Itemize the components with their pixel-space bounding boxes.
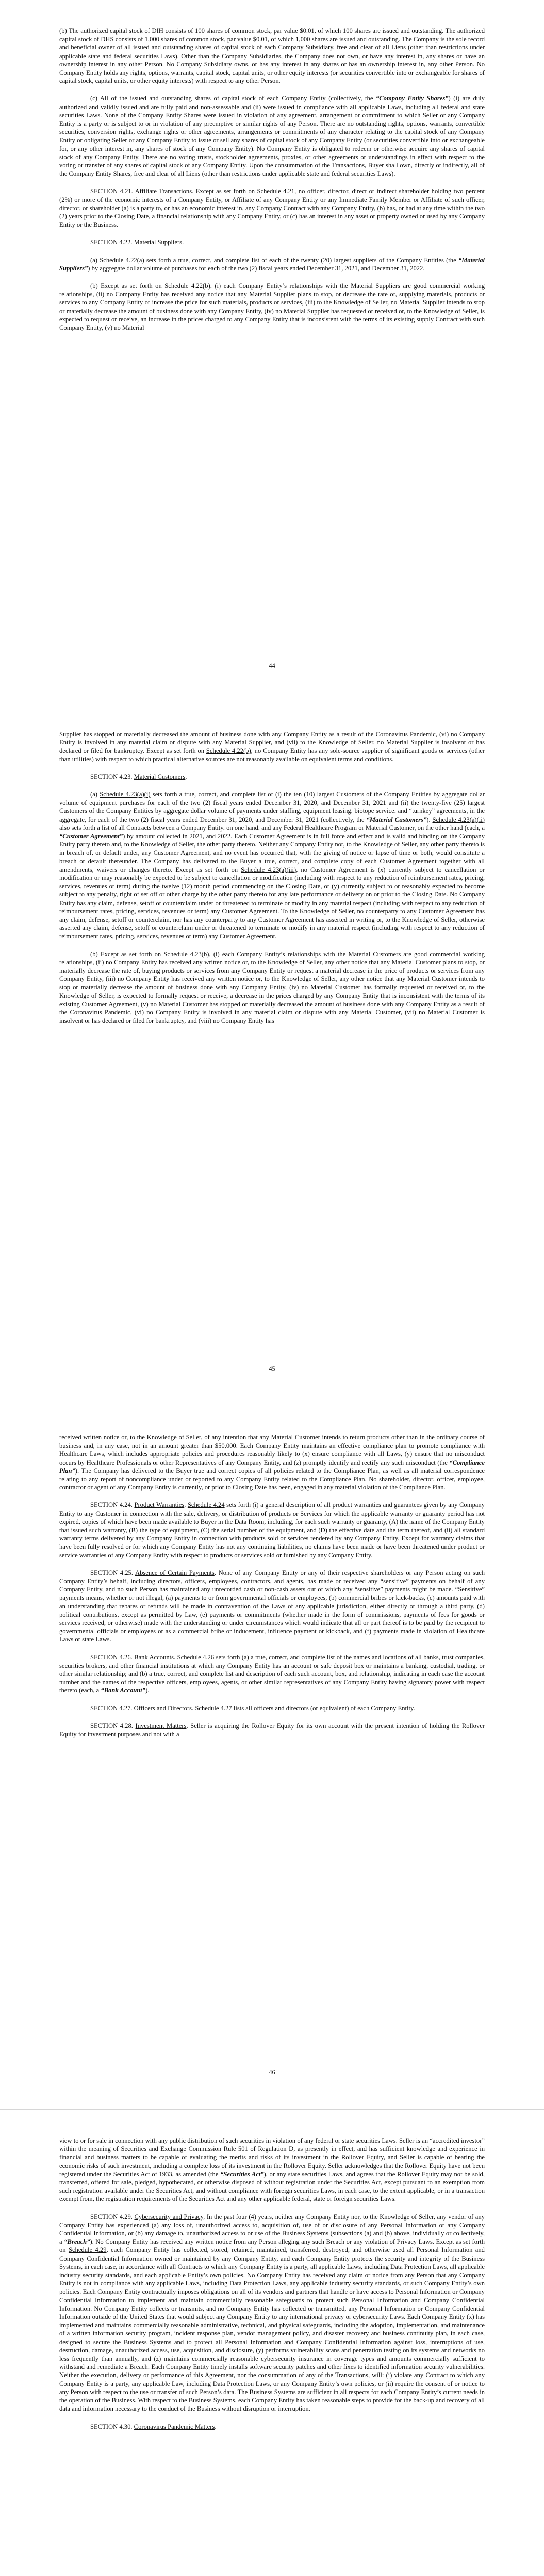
paragraph bbox=[59, 1501, 485, 1559]
text-run: SECTION 4.29. bbox=[90, 2213, 135, 2221]
page-number: 44 bbox=[269, 662, 275, 669]
paragraph bbox=[59, 790, 485, 941]
text-run: , no officer, director, direct or indirect shareholder holding two percent (2%) or more of the economic interests of a Company Entity, or Affiliate of any Company Entity or any Immediate Family Member or Affiliate of such officer, director, or shareholder (a) is a party to, or has an economic interest in, any Company Contract with any Company Entity, (b) has, or had at any time within the two (2) years prior to the Closing Date, a financial relationship with any Company Entity, or (c) has an interest in any asset or property owned or used by any Company Entity or the Business. bbox=[59, 188, 485, 229]
underlined-reference: Officers and Directors bbox=[134, 1704, 192, 1712]
text-run: sets forth a true, correct, and complete list of (i) the ten (10) largest Customers of the Company Entities by aggregate dollar volume of equipment purchases for each of the two (2) fiscal years ended December 31, 2020, and December 31, 2021 and (ii) the twenty-five (25) largest Customers of the Company Entities by aggregate dollar volume of payments under staffing, equipment leasing, biotope service, and “turnkey” agreements, in the aggregate, for each of the two (2) fiscal years ended December 31, 2020, and December 31, 2021 (collectively, the bbox=[59, 791, 485, 823]
text-run: . bbox=[185, 773, 187, 781]
text-run: SECTION 4.26. bbox=[90, 1653, 135, 1661]
paragraph bbox=[59, 1653, 485, 1695]
paragraph bbox=[59, 256, 485, 273]
text-run: ). No Company Entity has received any written notice from any Person alleging any such Breach or any violation of Privacy Laws. Except as set forth on bbox=[59, 2238, 485, 2254]
paragraph bbox=[59, 238, 485, 246]
paragraph bbox=[59, 1704, 485, 1713]
text-run: . Except as set forth on bbox=[192, 188, 257, 195]
text-run: . bbox=[182, 239, 184, 246]
text-run: sets forth (a) a true, correct, and complete list of the names and locations of all banks, trust companies, securities brokers, and other financial institutions at which any Company Entity has an account or safe deposit box or maintains a banking, custodial, trading, or other similar relationship; and (b) a true, correct, and complete list and description of each such account, box, and relationship, indicating in each case the account number and the names of the respective officers, employees, agents, or other similar representatives of any Company Entity having signatory power with respect thereto (each, a bbox=[59, 1653, 485, 1694]
text-run: Supplier has stopped or materially decreased the amount of business done with any Company Entity as a result of the Coronavirus Pandemic, (vi) no Company Entity is involved in any material claim or dispute with any Material Supplier, and (vii) to the Knowledge of Seller, no Material Supplier is insolvent or has declared or filed for bankruptcy. Except as set forth on bbox=[59, 731, 485, 755]
defined-term: “Material Customers” bbox=[366, 816, 427, 823]
paragraph bbox=[59, 27, 485, 85]
text-run: SECTION 4.22. bbox=[90, 239, 134, 246]
paragraph bbox=[59, 2422, 485, 2431]
underlined-reference: Absence of Certain Payments bbox=[135, 1569, 215, 1577]
document-page bbox=[0, 2110, 544, 2576]
text-run: ). The Company has delivered to the Buyer true and correct copies of all policies related to the Compliance Plan, as well as all material correspondence relating to any report of noncompliance under or reported to any Company Entity related to the Compliance Plan. No shareholder, director, officer, employee, contractor or agent of any Company Entity is currently, or prior to Closing Date has been, engaged in any material violation of the Compliance Plan. bbox=[59, 1467, 485, 1492]
underlined-reference: Schedule 4.27 bbox=[195, 1704, 232, 1712]
text-run: view to or for sale in connection with any public distribution of such securities in violation of any federal or state securities Laws. Seller is an “accredited investor” within the meaning of Securities and Exchange Commission Rule 501 of Regulation D, as presently in effect, and has sufficient knowledge and experience in financial and business matters to be capable of evaluating the merits and risks of its investment in the Rollover Equity, and Seller is capable of bearing the economic risks of such investment, including a complete loss of its investment in the Rollover Equity. Seller acknowledges that the Rollover Equity have not been registered under the Securities Act of 1933, as amended (the bbox=[59, 2137, 485, 2178]
text-run: , (i) each Company Entity’s relationships with the Material Customers are good commercial working relationships, (ii) no Company Entity has received any written notice or, to the Knowledge of Seller, any other notice that any Material Customer plans to stop, or materially decrease the rate of, buying products or services from any Company Entity or request a material decrease in the price of products or services from any Company Entity, (iii) no Company Entity has received any written notice or, to the Knowledge of Seller, any other notice that any Material Customer intends to stop or materially decrease the amount of business done with any Company Entity, (iv) no Material Customer has formally requested or received or, to the Knowledge of Seller, is expected to formally request or receive, a decrease in the prices charged by any Company Entity that is inconsistent with the terms of its existing Customer Agreement, (v) no Material Customer has stopped or materially decreased the amount of business done with any Company Entity as a result of the Coronavirus Pandemic, (vi) no Company Entity is involved in any material claim or dispute with any Material Customer, (vii) no Material Customer is insolvent or has declared or filed for bankruptcy, and (viii) no Company Entity has bbox=[59, 950, 485, 1025]
page-number: 45 bbox=[269, 1365, 275, 1372]
paragraph bbox=[59, 950, 485, 1025]
text-run: (b) The authorized capital stock of DIH consists of 100 shares of common stock, par value $0.01, of which 100 shares are issued and outstanding. The authorized capital stock of DHS consists of 1,000 shares of common stock, par value $0.01, of which 1,000 shares are issued and outstanding. The Company is the sole record and beneficial owner of all issued and outstanding shares of capital stock of each Company Subsidiary, free and clear of all Liens (other than restrictions under applicable state and federal securities Laws). Other than the Company Subsidiaries, the Company does not own, or have any interest in, any shares or have an ownership interest in any other Person. No Company Subsidiary owns, or has any interest in any shares or has an ownership interest in, any other Person. No Company Entity holds any rights, options, warrants, capital stock, capital units, or other equity interests (or securities convertible into or exchangeable for shares of capital stock, capital units, or other equity interests) with respect to any other Person. bbox=[59, 27, 485, 85]
text-run: ) by amount collected in 2021, and 2022. Each Customer Agreement is in full force and effect and is valid and binding on the Company Entity party thereto and, to the Knowledge of Seller, the other party thereto. Neither any Company Entity nor, to the Knowledge of Seller, any other party thereto is in breach of, or default under, any Customer Agreement, and no event has occurred that, with the giving of notice or lapse of time or both, would constitute a breach or default thereunder. The Company has delivered to the Buyer a true, correct, and complete copy of each Customer Agreement together with all amendments, waivers or changes thereto. Except as set forth on bbox=[59, 833, 485, 873]
underlined-reference: Affiliate Transactions bbox=[135, 188, 192, 195]
underlined-reference: Schedule 4.22(b) bbox=[206, 747, 251, 755]
underlined-reference: Investment Matters bbox=[135, 1722, 187, 1730]
underlined-reference: Coronavirus Pandemic Matters bbox=[134, 2422, 215, 2430]
text-run: SECTION 4.24. bbox=[90, 1501, 135, 1509]
paragraph bbox=[59, 94, 485, 178]
underlined-reference: Material Suppliers bbox=[134, 239, 183, 246]
underlined-reference: Schedule 4.21 bbox=[257, 188, 295, 195]
text-run: also sets forth a list of all Contracts between a Company Entity, on one hand, and any Federal Healthcare Program or Material Customer, on the other hand (each, a bbox=[59, 824, 485, 832]
defined-term: “Company Entity Shares” bbox=[375, 95, 449, 103]
underlined-reference: Schedule 4.22(b) bbox=[164, 282, 210, 290]
text-run: SECTION 4.23. bbox=[90, 773, 134, 781]
underlined-reference: Product Warranties bbox=[134, 1501, 185, 1509]
underlined-reference: Schedule 4.23(a)(i) bbox=[100, 791, 151, 799]
underlined-reference: Material Customers bbox=[134, 773, 186, 781]
text-run: , (i) each Company Entity’s relationships with the Material Suppliers are good commercial working relationships, (ii) no Company Entity has received any notice that any Material Supplier plans to stop, or decrease the rate of, supplying materials, products or services to any Company Entity or increase the price for such materials, products or services, (iii) to the Knowledge of Seller, no Material Supplier intends to stop or materially decrease the amount of business done with any Company Entity, (iv) no Material Supplier has requested or received or, to the Knowledge of Seller, is expected to request or receive, an increase in the prices charged to any Company Entity that is inconsistent with the terms of its existing supply Contract with such Company Entity, (v) no Material bbox=[59, 282, 485, 332]
page-number: 46 bbox=[269, 2069, 275, 2076]
paragraph bbox=[59, 730, 485, 764]
text-run: sets forth (i) a general description of all product warranties and guarantees given by any Company Entity to any Customer in connection with the sale, delivery, or distribution of products or Services for which the applicable warranty or guaranty period has not expired, copies of which have been made available to Buyer in the Data Room, including, for each such warranty or guaranty, (A) the name of the Company Entity that issued such warranty, (B) the type of equipment, (C) the serial number of the equipment, and (D) the effective date and the term thereof, and (ii) all standard warranty terms delivered by any Company Entity in connection with products sold or services rendered by any Company Entity. Except for warranty claims that have been fully resolved or for which any Company Entity has not any continuing liabilities, no claims have been made or have been threatened under product or service warranties of any Company Entity with respect to products or services sold or furnished by any Company Entity. bbox=[59, 1501, 485, 1559]
text-run: ) by aggregate dollar volume of purchases for each of the two (2) fiscal years ended December 31, 2021, and December 31, 2022. bbox=[88, 264, 425, 272]
text-run: , no Company Entity has any sole-source supplier of significant goods or services (other than utilities) with respect to which practical alternative sources are not reasonably available on equivalent terms and conditions. bbox=[59, 747, 485, 763]
underlined-reference: Schedule 4.26 bbox=[177, 1653, 215, 1661]
text-run: . In the past four (4) years, neither any Company Entity nor, to the Knowledge of Seller, any vendor of any Company Entity has experienced (a) any loss of, unauthorized access to, acquisition of, use of or disclosure of any Personal Information or any Company Confidential Information, or (b) any damage to, unauthorized access to or use of the Business Systems (subsections (a) and (b) above, individually or collectively, a bbox=[59, 2213, 485, 2246]
text-run: . Seller is acquiring the Rollover Equity for its own account with the present intention of holding the Rollover Equity for investment purposes and not with a bbox=[59, 1722, 485, 1738]
defined-term: “Breach” bbox=[64, 2238, 90, 2246]
defined-term: “Customer Agreement” bbox=[59, 833, 123, 840]
paragraph bbox=[59, 282, 485, 332]
underlined-reference: Schedule 4.23(b) bbox=[163, 950, 209, 958]
underlined-reference: Schedule 4.24 bbox=[187, 1501, 225, 1509]
underlined-reference: Cybersecurity and Privacy bbox=[134, 2213, 204, 2221]
text-run: SECTION 4.25. bbox=[90, 1569, 135, 1577]
document-page bbox=[0, 703, 544, 1406]
text-run: ) (i) are duly authorized and validly issued and are fully paid and non-assessable and (ii) were issued in compliance with all applicable Laws, including all federal and state securities Laws. None of the Company Entity Shares were issued in violation of any agreement, arrangement or commitment to which Seller or any Company Entity is a party or is subject to or in violation of any preemptive or similar rights of any Person. There are no outstanding rights, options, warrants, convertible securities, conversion rights, exchange rights or other agreements, arrangements or commitments of any character relating to the capital stock of any Company Entity or obligating Seller or any Company Entity to issue or sell any shares of capital stock of any Company Entity (or securities convertible into or exchangeable for, or any other interest in, any shares of stock of any Company Entity). No Company Entity is obligated to redeem or otherwise acquire any shares of capital stock of any Company Entity. There are no voting trusts, stockholder agreements, proxies, or other agreements or understandings in effect with respect to the voting or transfer of any shares of capital stock of any Company Entity. Upon the consummation of the Transactions, Buyer shall own, directly or indirectly, all of the Company Entity Shares, free and clear of all Liens (other than restrictions under applicable state and federal securities Laws). bbox=[59, 95, 485, 178]
underlined-reference: Schedule 4.23(a)(ii) bbox=[432, 816, 485, 823]
underlined-reference: Bank Accounts bbox=[134, 1653, 174, 1661]
text-run: SECTION 4.21. bbox=[90, 188, 135, 195]
text-run: (a) bbox=[90, 256, 100, 264]
text-run: ). bbox=[426, 816, 433, 823]
text-run: (b) Except as set forth on bbox=[90, 282, 165, 290]
text-run: . bbox=[174, 1653, 177, 1661]
text-run: SECTION 4.28. bbox=[90, 1722, 136, 1730]
text-run: . bbox=[184, 1501, 188, 1509]
underlined-reference: Schedule 4.29 bbox=[68, 2246, 107, 2254]
defined-term: “Bank Account” bbox=[101, 1687, 146, 1694]
paragraph bbox=[59, 2213, 485, 2413]
underlined-reference: Schedule 4.23(a)(iii) bbox=[241, 866, 296, 873]
text-run: . bbox=[215, 2422, 217, 2430]
text-run: , no Customer Agreement is (x) currently subject to cancellation or modification or may reasonably be expected to be subject to cancellation or modification (including with respect to any reduction of reimbursement rates, pricing, services, revenues or term) during the twelve (12) month period commencing on the Closing Date, or (y) currently subject to or reasonably expected to become subject to any penalty, right of set off or other charge by the other party thereto for any late performance or delivery on or prior to the Closing Date. No Company Entity has any claim, defense, setoff or counterclaim under or threatened to terminate or modify in any material respect (including with respect to any reduction of reimbursement rates, pricing, services, revenues or term) any Customer Agreement. To the Knowledge of Seller, no counterparty to any Customer Agreement has any claim, defense, setoff or counterclaim, nor has any counterparty to any Customer Agreement has asserted in writing or, to the Knowledge of Seller, otherwise asserted any claim, defense, setoff or counterclaim under or threatened to terminate or modify in any material respect (including with respect to any reduction of reimbursement rates, pricing, services, revenues or term) any Customer Agreement. bbox=[59, 866, 485, 940]
text-run: (c) All of the issued and outstanding shares of capital stock of each Company Entity (collectively, the bbox=[90, 95, 376, 103]
defined-term: “Material Suppliers” bbox=[59, 256, 485, 272]
text-run: ). bbox=[145, 1687, 150, 1694]
paragraph bbox=[59, 1569, 485, 1644]
text-run: ), or any state securities Laws, and agrees that the Rollover Equity may not be sold, transferred, offered for sale, pledged, hypothecated, or otherwise disposed of without registration under the Securities Act, except pursuant to an exemption from such registration available under the Securities Act, and without compliance with foreign securities Laws, in each case, to the extent applicable, or in a transaction exempt from, the registration requirements of the Securities Act and any other applicable federal, state or foreign securities Laws. bbox=[59, 2170, 485, 2203]
document-page bbox=[0, 1406, 544, 2110]
text-run: . None of any Company Entity or any of their respective shareholders or any Person acting on such Company Entity’s behalf, including directors, officers, employees, contractors, and agents, has made or received any “sensitive” payments on behalf of any Company Entity, and no such Person has maintained any unrecorded cash or non-cash assets out of which any “sensitive” payments might be made. “Sensitive” payments means, whether or not illegal, (a) payments to or from governmental officials or employees, (b) commercial bribes or kick-backs, (c) amounts paid with an understanding that rebates or refunds will be made in contravention of the Laws of any applicable jurisdiction, either directly or through a third party, (d) political contributions, except as permitted by Law, (e) payments or commitments (whether made in the form of commissions, payments of fees for goods or services received, or otherwise) made with the understanding or under circumstances which would indicate that all or part thereof is to be paid by the recipient to governmental officials or employees or as a commercial bribe or inducement, influence payment or kickback, and (f) payments made in violation of Healthcare Laws or state Laws. bbox=[59, 1569, 485, 1643]
text-run: received written notice or, to the Knowledge of Seller, of any intention that any Material Customer intends to return products other than in the ordinary course of business and, in any case, not in an amount greater than $50,000. Each Company Entity maintains an effective compliance plan to promote compliance with Healthcare Laws, which includes appropriate policies and procedures reasonably likely to (x) ensure compliance with all Laws, (y) ensure that no misconduct occurs by Healthcare Professionals or other Representatives of any Company Entity, and (z) promptly identify and rectify any such misconduct (the bbox=[59, 1434, 485, 1466]
text-run: sets forth a true, correct, and complete list of each of the twenty (20) largest suppliers of the Company Entities (the bbox=[144, 256, 458, 264]
defined-term: “Securities Act” bbox=[220, 2170, 264, 2178]
paragraph bbox=[59, 187, 485, 229]
paragraph bbox=[59, 1722, 485, 1738]
paragraph bbox=[59, 2137, 485, 2204]
paragraph bbox=[59, 1433, 485, 1492]
text-run: (b) Except as set forth on bbox=[90, 950, 164, 958]
paragraph bbox=[59, 773, 485, 781]
text-run: (a) bbox=[90, 791, 100, 799]
text-run: lists all officers and directors (or equivalent) of each Company Entity. bbox=[232, 1704, 415, 1712]
text-run: , each Company Entity has collected, stored, retained, maintained, transferred, destroyed, and otherwise used all Personal Information and Company Confidential Information owned or maintained by any Company Entity, and each Company Entity protects the security and integrity of the Business Systems, in each case, in accordance with all Contracts to which any Company Entity is a party, all applicable Laws, including Data Protection Laws, all applicable industry security standards, and each applicable Entity’s own policies. No Company Entity has received any claim or notice from any Person that any Company Entity is not in compliance with any applicable Laws, including Data Protection Laws, any applicable industry security standards, or such Company Entity’s own policies. Each Company Entity contractually imposes obligations on all of its vendors and partners that handle or have access to Personal Information or Company Confidential Information to implement and maintain commercially reasonable safeguards to protect such Personal Information and Company Confidential Information. No Company Entity collects or transmits, and no Company Entity has collected or transmitted, any Personal Information or Company Confidential Information outside of the United States that would subject any Company Entity to any international privacy or cybersecurity Laws. Each Company Entity (x) has implemented and maintains commercially reasonable administrative, technical, and physical safeguards, including the adoption, implementation, and maintenance of a written information security program, incident response plan, vendor management policy, and disaster recovery and business continuity plan, in each case, designed to secure the Business Systems and to protect all Personal Information and Company Confidential Information against loss, interruptions of use, destruction, damage, unauthorized access, use, acquisition, and disclosure, (y) performs vulnerability scans and penetration testing on its systems and networks no less frequently than annually, and (z) maintains commercially reasonable cybersecurity insurance in coverage types and amounts commercially sufficient to withstand and remediate a Breach. Each Company Entity timely installs software security patches and other fixes to identified information security vulnerabilities. Neither the execution, delivery or performance of this Agreement, nor the consummation of any of the Transactions, will: (i) violate any Contract to which any Company Entity is a party, any applicable Law, including Data Protection Laws, or any Company Entity’s own policies, or (ii) require the consent of or notice to any Person with respect to the use or transfer of such Person’s data. The Business Systems are sufficient in all respects for each Company Entity’s current needs in the operation of the Business. With respect to the Business Systems, each Company Entity has taken reasonable steps to provide for the back-up and recovery of all data and information necessary to the conduct of the Business without disruption or interruption. bbox=[59, 2246, 485, 2413]
document-page bbox=[0, 0, 544, 703]
underlined-reference: Schedule 4.22(a) bbox=[100, 256, 144, 264]
text-run: SECTION 4.27. bbox=[90, 1704, 134, 1712]
defined-term: “Compliance Plan” bbox=[59, 1459, 485, 1475]
text-run: SECTION 4.30. bbox=[90, 2422, 134, 2430]
text-run: . bbox=[192, 1704, 195, 1712]
